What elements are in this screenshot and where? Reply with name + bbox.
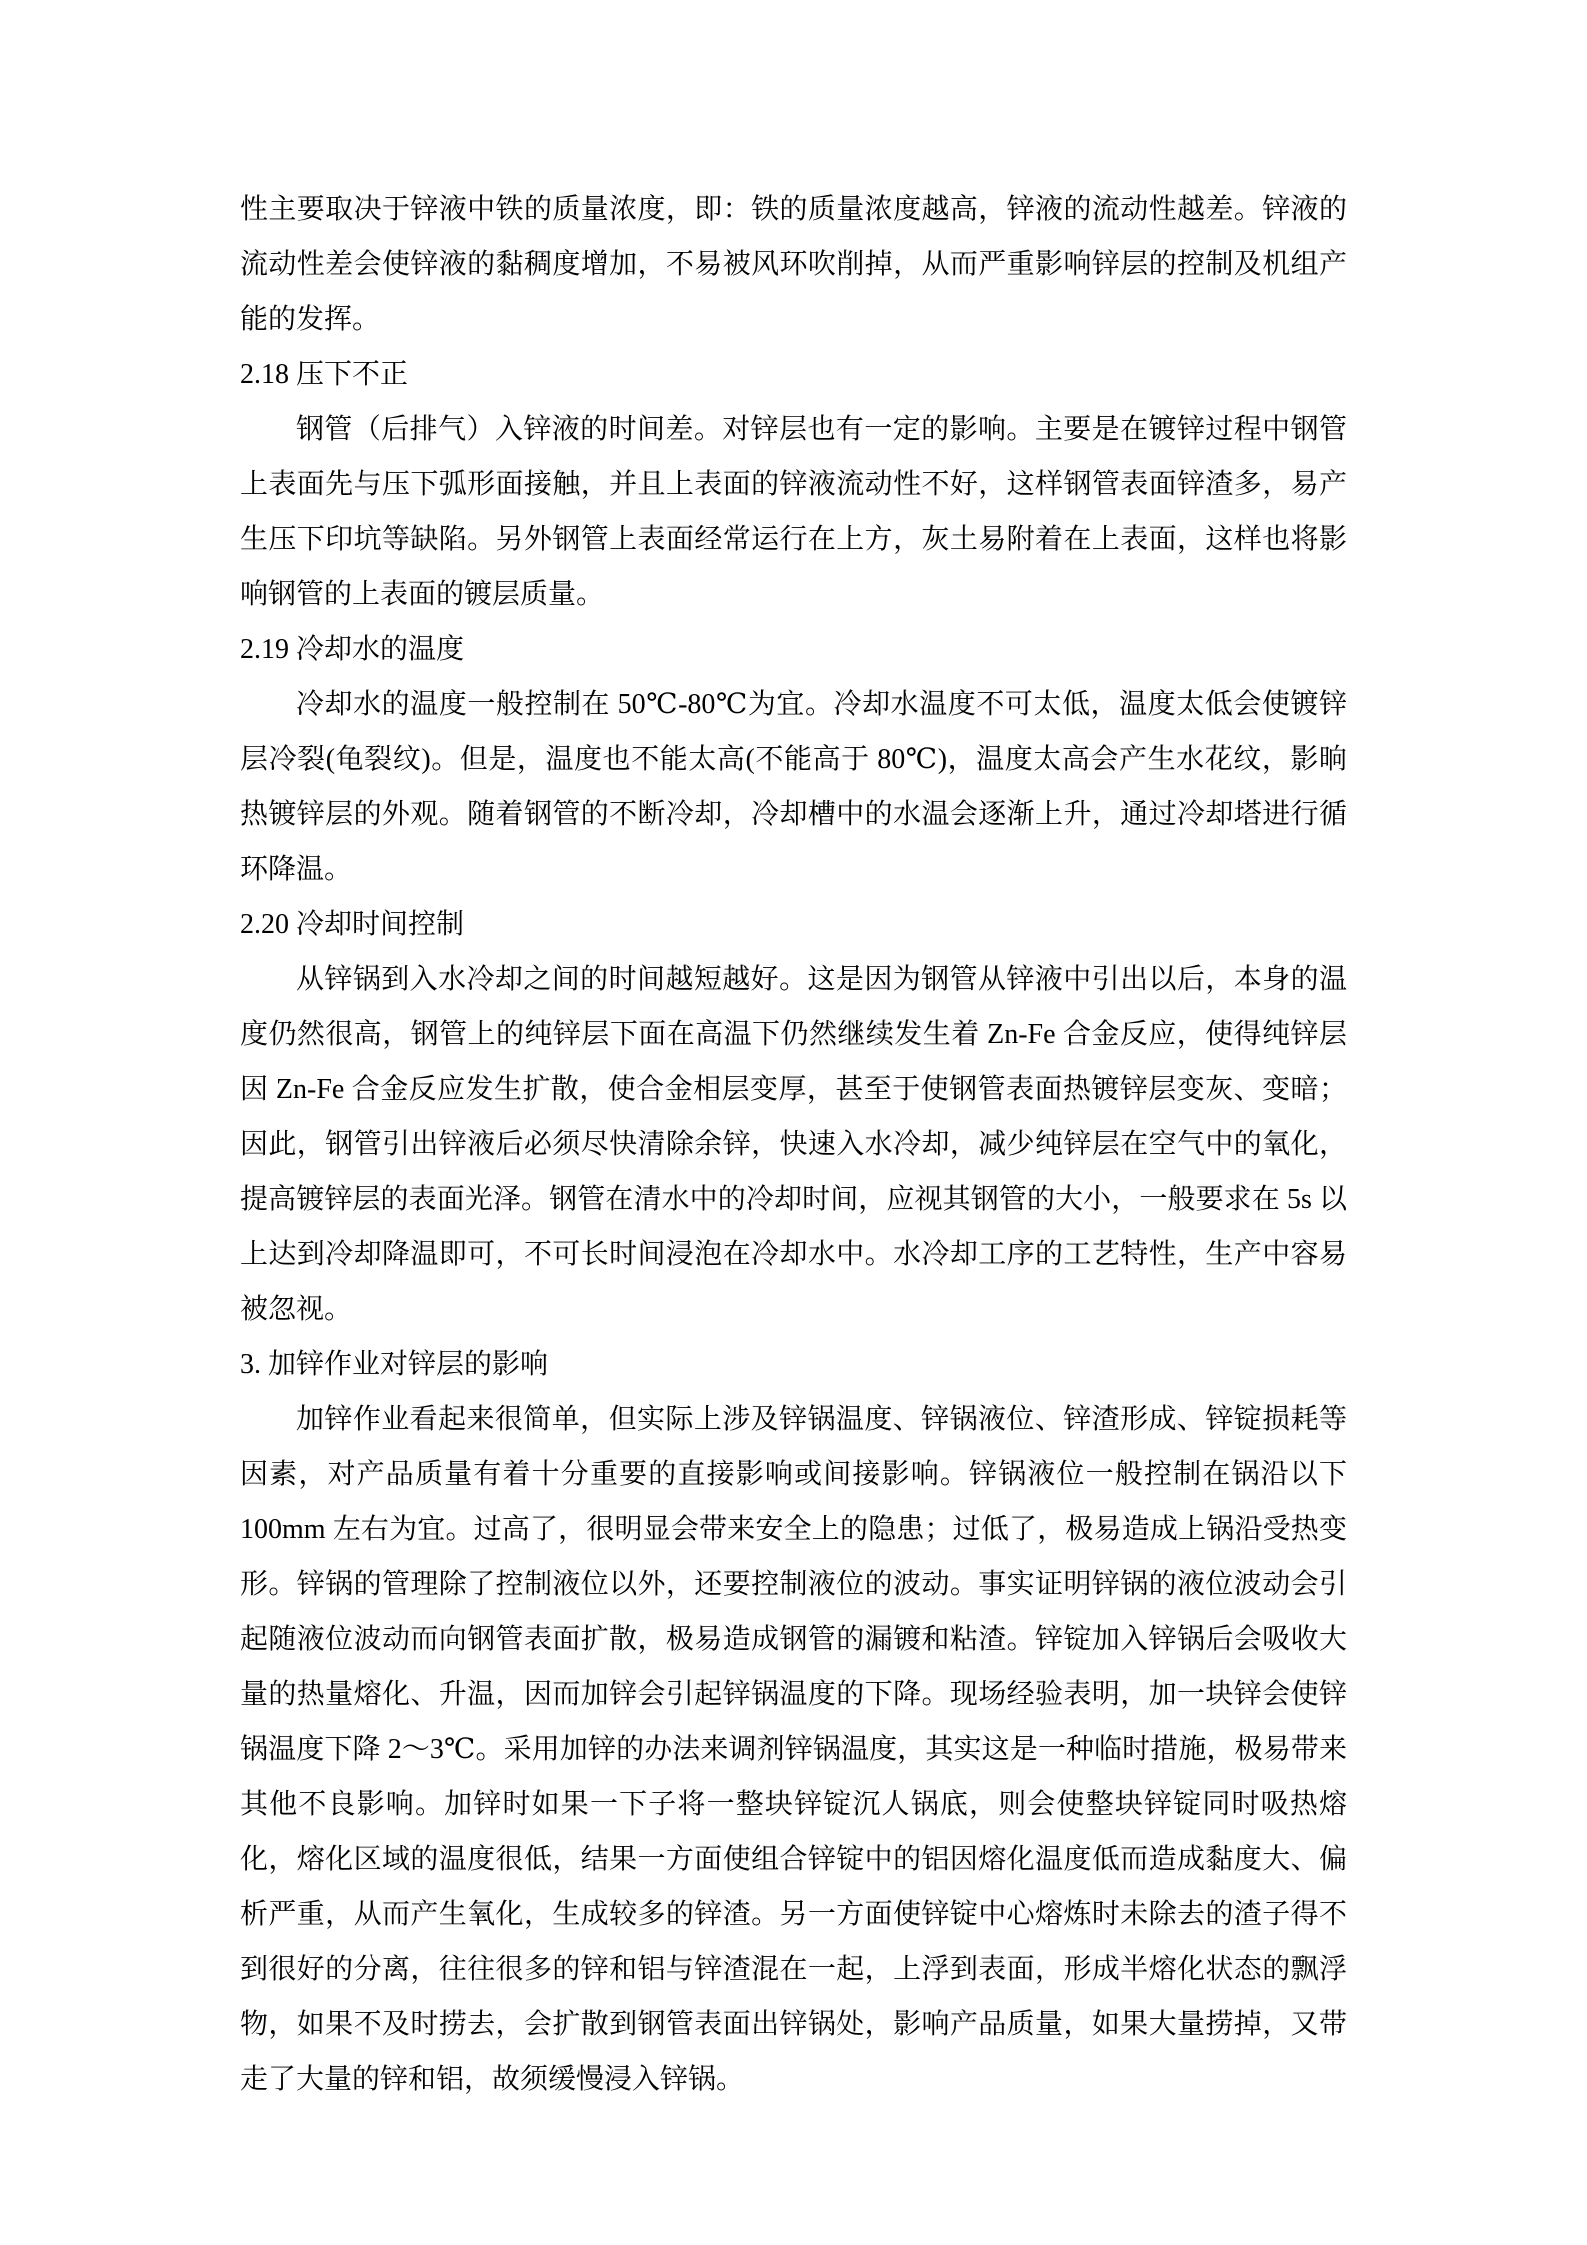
page-content (240, 182, 1347, 2107)
paragraph: 冷却水的温度一般控制在 50℃-80℃为宜。冷却水温度不可太低，温度太低会使镀锌层冷裂(龟裂纹)。但是，温度也不能太高(不能高于 80℃)，温度太高会产生水花纹，影晌热镀锌层的外观。随着钢管的不断冷却，冷却槽中的水温会逐渐上升，通过冷却塔进行循环降温。 (240, 689, 1347, 885)
paragraph: 加锌作业看起来很简单，但实际上涉及锌锅温度、锌锅液位、锌渣形成、锌锭损耗等因素，对产品质量有着十分重要的直接影响或间接影响。锌锅液位一般控制在锅沿以下 100mm 左右为宜。过高了，很明显会带来安全上的隐患；过低了，极易造成上锅沿受热变形。锌锅的管理除了控制液位以外，还要控制液位的波动。事实证明锌锅的液位波动会引起随液位波动而向钢管表面扩散，极易造成钢管的漏镀和粘渣。锌锭加入锌锅后会吸收大量的热量熔化、升温，因而加锌会引起锌锅温度的下降。现场经验表明，加一块锌会使锌锅温度下降 2～3℃。采用加锌的办法来调剂锌锅温度，其实这是一种临时措施，极易带来其他不良影响。加锌时如果一下子将一整块锌锭沉人锅底，则会使整块锌锭同时吸热熔化，熔化区域的温度很低，结果一方面使组合锌锭中的铝因熔化温度低而造成黏度大、偏析严重，从而产生氧化，生成较多的锌渣。另一方面使锌锭中心熔炼时未除去的渣子得不到很好的分离，往往很多的锌和铝与锌渣混在一起，上浮到表面，形成半熔化状态的飘浮物，如果不及时捞去，会扩散到钢管表面出锌锅处，影响产品质量，如果大量捞掉，又带走了大量的锌和铝，故须缓慢浸入锌锅。 (240, 1404, 1347, 2095)
section-heading: 3. 加锌作业对锌层的影响 (240, 1349, 549, 1380)
paragraph: 性主要取决于锌液中铁的质量浓度，即：铁的质量浓度越高，锌液的流动性越差。锌液的流动性差会使锌液的黏稠度增加，不易被风环吹削掉，从而严重影响锌层的控制及机组产能的发挥。 (240, 194, 1347, 335)
paragraph: 从锌锅到入水冷却之间的时间越短越好。这是因为钢管从锌液中引出以后，本身的温度仍然很高，钢管上的纯锌层下面在高温下仍然继续发生着 Zn-Fe 合金反应，使得纯锌层因 Zn-Fe 合金反应发生扩散，使合金相层变厚，甚至于使钢管表面热镀锌层变灰、变暗；因此，钢管引出锌液后必须尽快清除余锌，快速入水冷却，减少纯锌层在空气中的氧化，提高镀锌层的表面光泽。钢管在清水中的冷却时间，应视其钢管的大小，一般要求在 5s 以上达到冷却降温即可，不可长时间浸泡在冷却水中。水冷却工序的工艺特性，生产中容易被忽视。 (240, 964, 1347, 1325)
paragraph: 钢管（后排气）入锌液的时间差。对锌层也有一定的影响。主要是在镀锌过程中钢管上表面先与压下弧形面接触，并且上表面的锌液流动性不好，这样钢管表面锌渣多，易产生压下印坑等缺陷。另外钢管上表面经常运行在上方，灰土易附着在上表面，这样也将影响钢管的上表面的镀层质量。 (240, 414, 1347, 610)
section-heading: 2.18 压下不正 (240, 359, 409, 390)
section-heading: 2.19 冷却水的温度 (240, 634, 465, 665)
section-heading: 2.20 冷却时间控制 (240, 909, 465, 940)
